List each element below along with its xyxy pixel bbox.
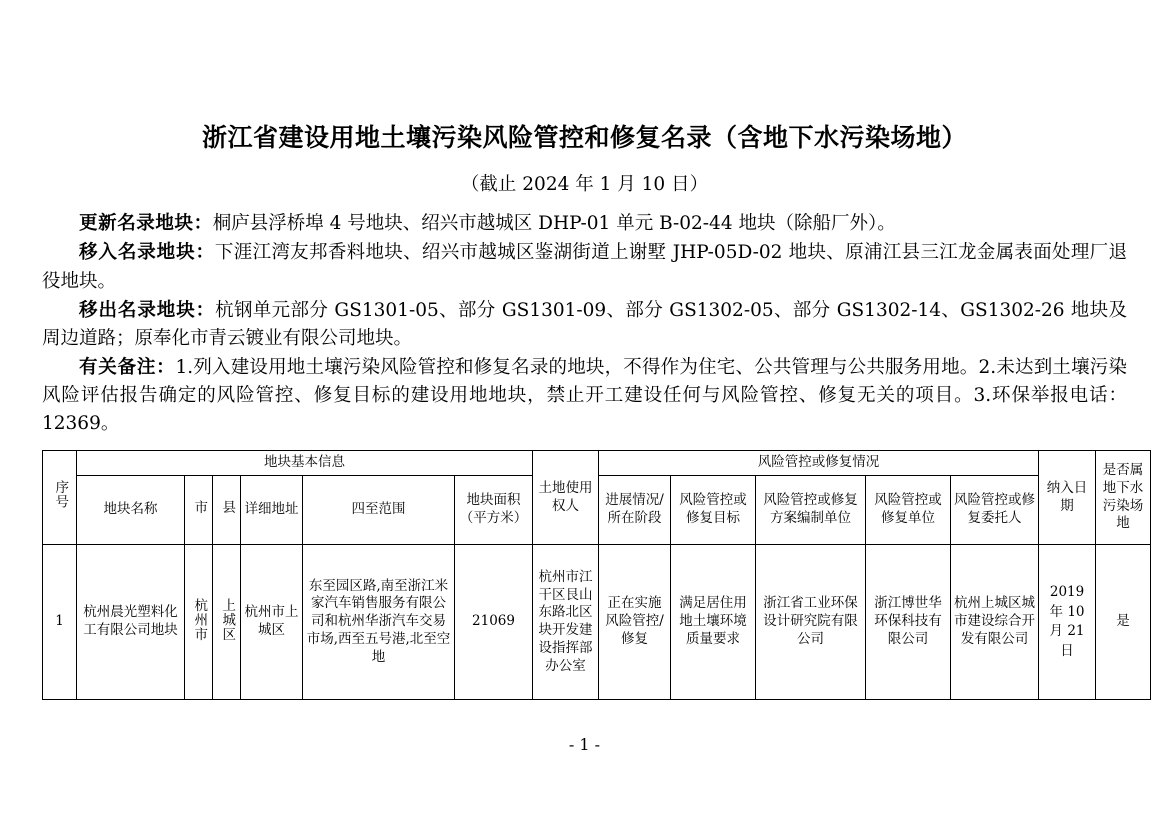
page-title: 浙江省建设用地土壤污染风险管控和修复名录（含地下水污染场地） bbox=[201, 123, 967, 152]
col-plan-unit: 风险管控或修复方案编制单位 bbox=[756, 476, 866, 545]
col-site-name: 地块名称 bbox=[77, 476, 185, 545]
note-remarks-text: 1.列入建设用地土壤污染风险管控和修复名录的地块，不得作为住宅、公共管理与公共服务用地。2.未达到土壤污染风险评估报告确定的风险管控、修复目标的建设用地地块，禁止开工建设任何与风险管控、修复无关的项目。3.环保举报电话：12369。 bbox=[42, 356, 1127, 435]
cell-address: 杭州市上城区 bbox=[241, 545, 303, 700]
page-number-footer: - 1 - bbox=[568, 735, 601, 754]
cell-city: 杭州市 bbox=[185, 545, 213, 700]
cell-groundwater: 是 bbox=[1096, 545, 1151, 700]
col-area: 地块面积（平方米） bbox=[455, 476, 533, 545]
col-progress: 进展情况/所在阶段 bbox=[599, 476, 671, 545]
cell-goal: 满足居住用地土壤环境质量要求 bbox=[671, 545, 756, 700]
col-entry-date: 纳入日期 bbox=[1039, 451, 1096, 545]
group-basic-info: 地块基本信息 bbox=[77, 451, 533, 476]
group-risk-info: 风险管控或修复情况 bbox=[599, 451, 1039, 476]
cell-repair-unit: 浙江博世华环保科技有限公司 bbox=[866, 545, 951, 700]
col-client: 风险管控或修复委托人 bbox=[951, 476, 1039, 545]
sites-table bbox=[42, 450, 1151, 700]
col-land-user: 土地使用权人 bbox=[533, 451, 599, 545]
note-removed-sites-text: 杭钢单元部分 GS1301-05、部分 GS1301-09、部分 GS1302-05、部分 GS1302-14、GS1302-26 地块及周边道路；原奉化市青云镀业有限公司地块。 bbox=[42, 299, 1127, 349]
cell-area: 21069 bbox=[455, 545, 533, 700]
col-address: 详细地址 bbox=[241, 476, 303, 545]
cell-plan-unit: 浙江省工业环保设计研究院有限公司 bbox=[756, 545, 866, 700]
note-updated-sites-text: 桐庐县浮桥埠 4 号地块、绍兴市越城区 DHP-01 单元 B-02-44 地块（除船厂外）。 bbox=[212, 213, 896, 235]
table-group-header-row bbox=[43, 451, 1151, 476]
note-remarks-label: 有关备注： bbox=[79, 356, 176, 378]
cell-land-user: 杭州市江干区艮山东路北区块开发建设指挥部办公室 bbox=[533, 545, 599, 700]
col-groundwater: 是否属地下水污染场地 bbox=[1096, 451, 1151, 545]
note-added-sites bbox=[42, 239, 1127, 296]
cell-progress: 正在实施风险管控/修复 bbox=[599, 545, 671, 700]
cell-site-name: 杭州晨光塑料化工有限公司地块 bbox=[77, 545, 185, 700]
col-county: 县 bbox=[213, 476, 241, 545]
col-index: 序号 bbox=[43, 451, 77, 545]
col-goal: 风险管控或修复目标 bbox=[671, 476, 756, 545]
col-boundaries: 四至范围 bbox=[303, 476, 455, 545]
note-removed-sites-label: 移出名录地块： bbox=[79, 299, 216, 321]
cell-boundaries: 东至园区路,南至浙江米家汽车销售服务有限公司和杭州华浙汽车交易市场,西至五号港,北至空地 bbox=[303, 545, 455, 700]
cell-county: 上城区 bbox=[213, 545, 241, 700]
col-city: 市 bbox=[185, 476, 213, 545]
note-updated-sites-label: 更新名录地块： bbox=[79, 213, 213, 235]
sites-table-wrapper bbox=[42, 450, 1144, 700]
note-remarks bbox=[42, 354, 1127, 439]
table-row bbox=[43, 545, 1151, 700]
note-added-sites-text: 下涯江湾友邦香料地块、绍兴市越城区鉴湖街道上谢墅 JHP-05D-02 地块、原浦江县三江龙金属表面处理厂退役地块。 bbox=[42, 242, 1128, 292]
note-added-sites-label: 移入名录地块： bbox=[79, 242, 215, 264]
note-updated-sites bbox=[42, 210, 1127, 239]
note-removed-sites bbox=[42, 297, 1127, 354]
notes-section bbox=[42, 210, 1127, 439]
cell-index: 1 bbox=[43, 545, 77, 700]
page-subtitle: （截止 2024 年 1 月 10 日） bbox=[460, 174, 709, 196]
cell-client: 杭州上城区城市建设综合开发有限公司 bbox=[951, 545, 1039, 700]
col-repair-unit: 风险管控或修复单位 bbox=[866, 476, 951, 545]
cell-entry-date: 2019 年 10 月 21 日 bbox=[1039, 545, 1096, 700]
